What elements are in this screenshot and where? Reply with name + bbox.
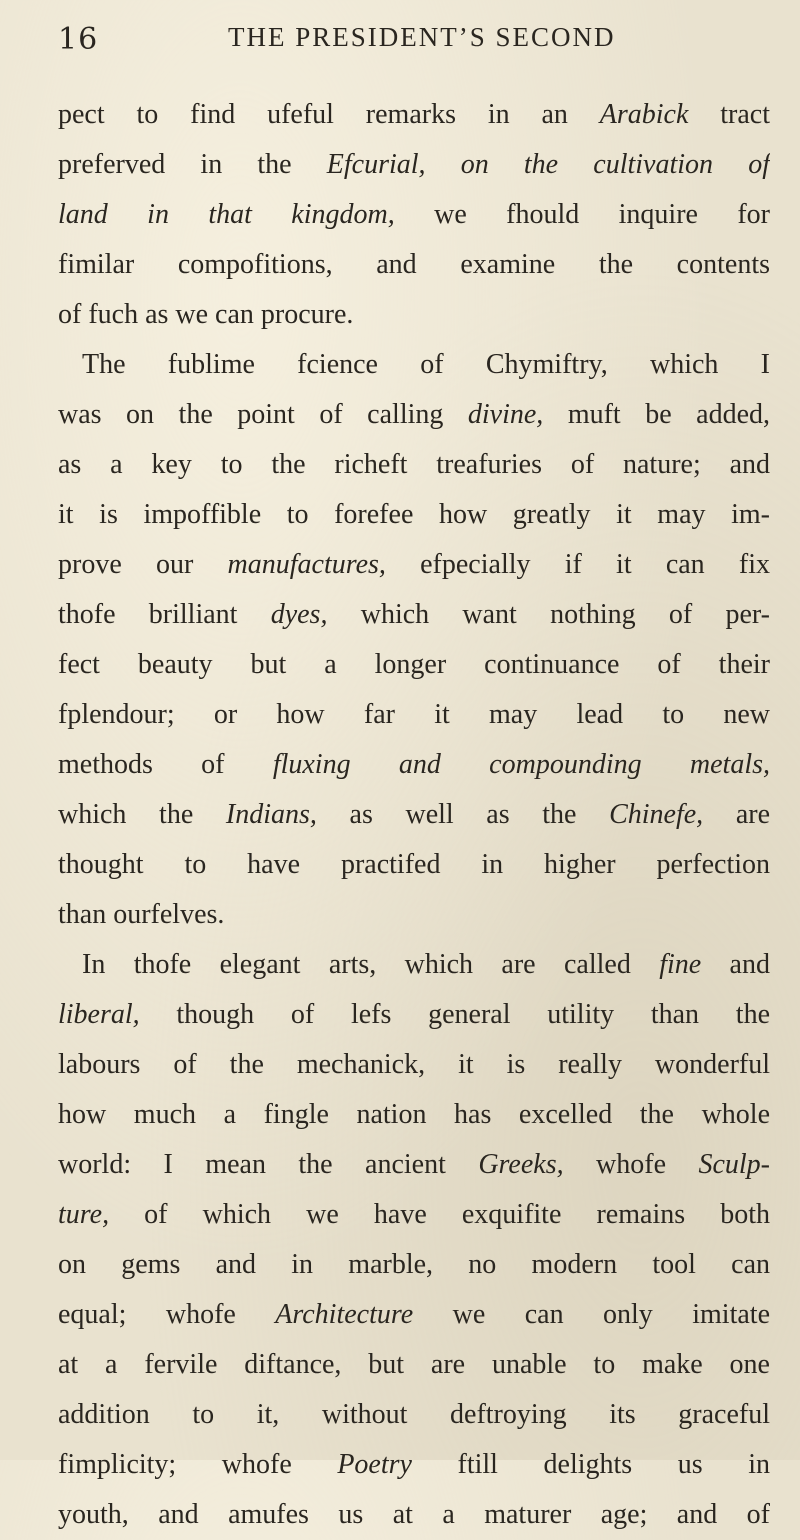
text-run: equal; whofe (58, 1299, 276, 1330)
text-run: ftill delights us in (411, 1449, 770, 1480)
text-line (58, 1490, 770, 1540)
text-run: we fhould inquire for (394, 199, 770, 230)
text-line (58, 540, 770, 590)
text-run: divine, (467, 399, 544, 430)
text-run: than ourfelves. (58, 899, 225, 930)
text-line (58, 1040, 770, 1090)
text-line (58, 790, 770, 840)
text-run: it is impoffible to forefee how greatly it may im- (58, 499, 770, 530)
text-line (58, 1340, 770, 1390)
text-line (58, 1390, 770, 1440)
text-run: was on the point of calling (58, 399, 468, 430)
text-run: fine (659, 949, 702, 980)
text-line (58, 440, 770, 490)
text-run: ture, (58, 1199, 110, 1230)
text-run: The fublime fcience of Chymiftry, which I (82, 349, 770, 380)
text-line (58, 940, 770, 990)
text-line (58, 740, 770, 790)
text-line (58, 590, 770, 640)
running-head-title: THE PRESIDENT’S SECOND (228, 22, 616, 52)
text-run: as well as the (316, 799, 610, 830)
text-line (58, 1240, 770, 1290)
text-run: how much a fingle nation has excelled the whole (58, 1099, 770, 1130)
text-run: of fuch as we can procure. (58, 299, 354, 330)
text-run: land in that kingdom, (58, 199, 395, 230)
text-run: Chinefe, (609, 799, 704, 830)
text-run: which the (58, 799, 226, 830)
text-run: we can only imitate (413, 1299, 770, 1330)
text-run: world: I mean the ancient (58, 1149, 479, 1180)
text-run: though of lefs general utility than the (139, 999, 770, 1030)
text-run: prove our (58, 549, 228, 580)
text-run: Architecture (275, 1299, 414, 1330)
text-run: muft be added, (543, 399, 770, 430)
text-run: whofe (563, 1149, 699, 1180)
text-run: In thofe elegant arts, which are called (82, 949, 660, 980)
text-line (58, 1190, 770, 1240)
text-line (58, 190, 770, 240)
text-run: preferved in the (58, 149, 327, 180)
text-line (58, 1440, 770, 1490)
text-run: youth, and amufes us at a maturer age; and of (58, 1499, 770, 1530)
text-run: fimilar compofitions, and examine the contents (58, 249, 770, 280)
text-run: Poetry (337, 1449, 412, 1480)
text-run: Indians, (225, 799, 317, 830)
running-head (0, 22, 800, 72)
text-run: efpecially if it can fix (385, 549, 770, 580)
text-line (58, 1140, 770, 1190)
text-line (58, 1090, 770, 1140)
text-line (58, 340, 770, 390)
text-run: fplendour; or how far it may lead to new (58, 699, 770, 730)
text-run: dyes, (270, 599, 328, 630)
text-line (58, 690, 770, 740)
text-line (58, 640, 770, 690)
text-line (58, 890, 770, 940)
body-text (58, 90, 770, 1540)
text-line (58, 990, 770, 1040)
text-run: which want nothing of per- (327, 599, 770, 630)
text-run: labours of the mechanick, it is really wonderful (58, 1049, 770, 1080)
text-run: as a key to the richeft treafuries of nature; and (58, 449, 770, 480)
text-line (58, 390, 770, 440)
page-number: 16 (58, 22, 99, 57)
text-line (58, 840, 770, 890)
text-line (58, 90, 770, 140)
text-run: methods of (58, 749, 273, 780)
text-run: Greeks, (478, 1149, 564, 1180)
text-run: fect beauty but a longer continuance of their (58, 649, 770, 680)
text-run: and (701, 949, 770, 980)
text-line (58, 290, 770, 340)
text-run: fluxing and compounding metals, (272, 749, 770, 780)
text-run: on gems and in marble, no modern tool can (58, 1249, 770, 1280)
text-line (58, 1290, 770, 1340)
text-run: Efcurial, on the cultivation of (326, 149, 770, 180)
text-line (58, 240, 770, 290)
text-run: tract (688, 99, 770, 130)
text-run: pect to find ufeful remarks in an (58, 99, 600, 130)
text-run: addition to it, without deftroying its graceful (58, 1399, 770, 1430)
text-run: are (703, 799, 770, 830)
text-run: thofe brilliant (58, 599, 271, 630)
text-line (58, 140, 770, 190)
text-run: at a fervile diftance, but are unable to make one (58, 1349, 770, 1380)
text-run: thought to have practifed in higher perfection (58, 849, 770, 880)
text-run: Sculp- (698, 1149, 770, 1180)
text-run: fimplicity; whofe (58, 1449, 338, 1480)
text-run: manufactures, (227, 549, 386, 580)
text-line (58, 490, 770, 540)
text-run: Arabick (599, 99, 689, 130)
text-run: of which we have exquifite remains both (109, 1199, 770, 1230)
text-run: liberal, (58, 999, 140, 1030)
